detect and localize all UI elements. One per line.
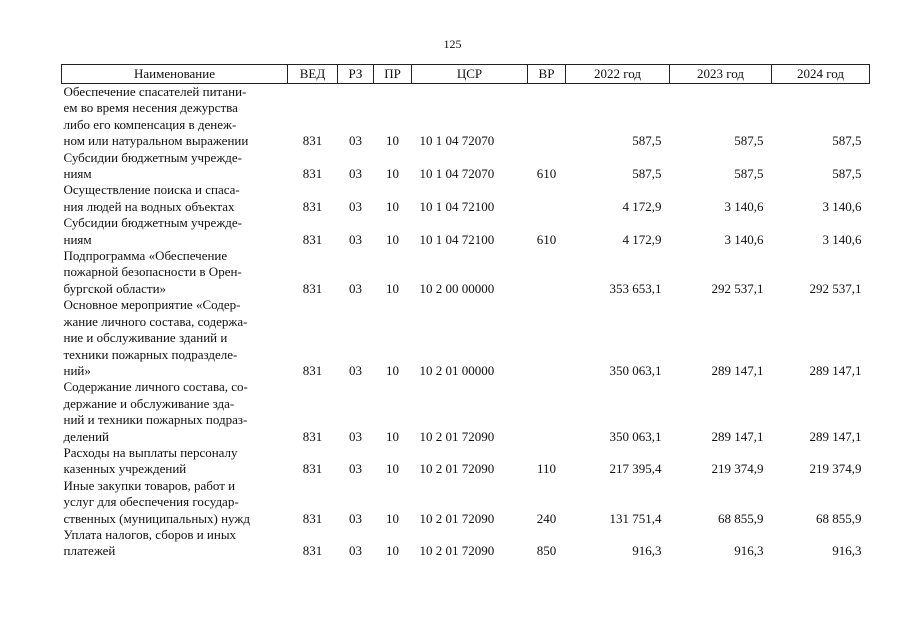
table-row bbox=[62, 527, 870, 560]
row-2024: 219 374,9 bbox=[809, 461, 862, 477]
row-2023: 292 537,1 bbox=[711, 280, 764, 296]
row-rz: 03 bbox=[349, 461, 362, 477]
row-name: Обеспечение спасателей питани- ем во время несения дежурства либо его компенсация в денеж- ном или натуральном выражении bbox=[63, 84, 249, 149]
row-2024: 292 537,1 bbox=[809, 280, 862, 296]
header-2024: 2024 год bbox=[772, 65, 870, 84]
row-name: Иные закупки товаров, работ и услуг для обеспечения государ- ственных (муниципальных) нужд bbox=[63, 477, 250, 526]
row-csr: 10 2 01 72090 bbox=[419, 543, 495, 559]
row-vr bbox=[528, 297, 566, 379]
row-csr: 10 2 01 72090 bbox=[419, 428, 495, 444]
row-2024: 3 140,6 bbox=[822, 231, 862, 247]
row-2022: 217 395,4 bbox=[609, 461, 662, 477]
row-csr: 10 1 04 72100 bbox=[419, 231, 495, 247]
row-ved: 831 bbox=[302, 510, 323, 526]
row-name: Подпрограмма «Обеспечение пожарной безопасности в Орен- бургской области» bbox=[63, 248, 242, 296]
table-row bbox=[62, 379, 870, 445]
table-row bbox=[62, 297, 870, 379]
row-ved: 831 bbox=[302, 231, 323, 247]
page-number: 125 bbox=[443, 37, 462, 51]
row-2024: 289 147,1 bbox=[809, 428, 862, 444]
row-ved: 831 bbox=[302, 280, 323, 296]
row-2022: 4 172,9 bbox=[622, 198, 662, 214]
header-vr: ВР bbox=[528, 65, 566, 84]
row-csr: 10 2 01 72090 bbox=[419, 461, 495, 477]
header-csr: ЦСР bbox=[412, 65, 528, 84]
row-2024: 68 855,9 bbox=[816, 510, 862, 526]
row-2024: 587,5 bbox=[832, 166, 862, 182]
row-2022: 916,3 bbox=[632, 543, 662, 559]
header-ved: ВЕД bbox=[288, 65, 338, 84]
row-2023: 289 147,1 bbox=[711, 362, 764, 378]
row-vr bbox=[528, 84, 566, 150]
row-pr: 10 bbox=[386, 543, 399, 559]
header-pr: ПР bbox=[374, 65, 412, 84]
row-name: Осуществление поиска и спаса- ния людей на водных объектах bbox=[63, 182, 240, 214]
row-pr: 10 bbox=[386, 362, 399, 378]
row-pr: 10 bbox=[386, 510, 399, 526]
row-2022: 131 751,4 bbox=[609, 510, 662, 526]
row-rz: 03 bbox=[349, 543, 362, 559]
row-vr: 850 bbox=[536, 543, 557, 559]
row-2023: 3 140,6 bbox=[724, 198, 764, 214]
row-2022: 353 653,1 bbox=[609, 280, 662, 296]
row-pr: 10 bbox=[386, 428, 399, 444]
table-row bbox=[62, 215, 870, 248]
row-2024: 587,5 bbox=[832, 133, 862, 149]
table-row bbox=[62, 445, 870, 478]
row-rz: 03 bbox=[349, 428, 362, 444]
row-vr: 610 bbox=[536, 166, 557, 182]
row-csr: 10 1 04 72070 bbox=[419, 133, 495, 149]
row-csr: 10 2 01 00000 bbox=[419, 362, 495, 378]
row-ved: 831 bbox=[302, 198, 323, 214]
row-2024: 3 140,6 bbox=[822, 198, 862, 214]
row-csr: 10 1 04 72100 bbox=[419, 198, 495, 214]
table-row bbox=[62, 182, 870, 215]
row-2022: 587,5 bbox=[632, 166, 662, 182]
row-name: Основное мероприятие «Содер- жание личного состава, содержа- ние и обслуживание зданий и техники пожарных подразделе- ний» bbox=[63, 297, 248, 378]
row-rz: 03 bbox=[349, 231, 362, 247]
row-2024: 916,3 bbox=[832, 543, 862, 559]
table-row bbox=[62, 478, 870, 527]
row-name: Субсидии бюджетным учрежде- ниям bbox=[63, 149, 243, 182]
row-name: Расходы на выплаты персоналу казенных учреждений bbox=[63, 444, 238, 477]
row-vr: 240 bbox=[536, 510, 557, 526]
row-vr: 610 bbox=[536, 231, 557, 247]
row-name: Уплата налогов, сборов и иных платежей bbox=[63, 526, 237, 559]
row-pr: 10 bbox=[386, 461, 399, 477]
row-vr: 110 bbox=[536, 461, 557, 477]
row-rz: 03 bbox=[349, 166, 362, 182]
row-2023: 587,5 bbox=[734, 166, 764, 182]
row-ved: 831 bbox=[302, 166, 323, 182]
row-2023: 916,3 bbox=[734, 543, 764, 559]
row-ved: 831 bbox=[302, 543, 323, 559]
row-2022: 587,5 bbox=[632, 133, 662, 149]
row-2024: 289 147,1 bbox=[809, 362, 862, 378]
table-row bbox=[62, 84, 870, 150]
row-rz: 03 bbox=[349, 280, 362, 296]
row-name: Содержание личного состава, со- держание и обслуживание зда- ний и техники пожарных подраз- делений bbox=[63, 379, 248, 444]
row-ved: 831 bbox=[302, 461, 323, 477]
row-2022: 4 172,9 bbox=[622, 231, 662, 247]
row-2023: 219 374,9 bbox=[711, 461, 764, 477]
row-pr: 10 bbox=[386, 133, 399, 149]
table-header-row bbox=[62, 65, 870, 84]
row-2022: 350 063,1 bbox=[609, 362, 662, 378]
row-vr bbox=[528, 248, 566, 297]
row-csr: 10 2 00 00000 bbox=[419, 280, 495, 296]
row-vr bbox=[528, 379, 566, 445]
header-rz: РЗ bbox=[338, 65, 374, 84]
row-ved: 831 bbox=[302, 428, 323, 444]
row-vr bbox=[528, 182, 566, 215]
header-2022: 2022 год bbox=[566, 65, 670, 84]
row-csr: 10 1 04 72070 bbox=[419, 166, 495, 182]
row-csr: 10 2 01 72090 bbox=[419, 510, 495, 526]
row-2023: 587,5 bbox=[734, 133, 764, 149]
row-2022: 350 063,1 bbox=[609, 428, 662, 444]
row-name: Субсидии бюджетным учрежде- ниям bbox=[63, 215, 243, 247]
row-ved: 831 bbox=[302, 133, 323, 149]
row-pr: 10 bbox=[386, 231, 399, 247]
row-rz: 03 bbox=[349, 133, 362, 149]
table-row bbox=[62, 150, 870, 183]
row-pr: 10 bbox=[386, 280, 399, 296]
row-pr: 10 bbox=[386, 166, 399, 182]
row-2023: 68 855,9 bbox=[718, 510, 764, 526]
row-rz: 03 bbox=[349, 198, 362, 214]
header-name: Наименование bbox=[62, 65, 288, 84]
table-row bbox=[62, 248, 870, 297]
header-2023: 2023 год bbox=[670, 65, 772, 84]
row-rz: 03 bbox=[349, 362, 362, 378]
budget-table bbox=[61, 64, 870, 560]
row-pr: 10 bbox=[386, 198, 399, 214]
row-2023: 3 140,6 bbox=[724, 231, 764, 247]
row-ved: 831 bbox=[302, 362, 323, 378]
row-rz: 03 bbox=[349, 510, 362, 526]
row-2023: 289 147,1 bbox=[711, 428, 764, 444]
